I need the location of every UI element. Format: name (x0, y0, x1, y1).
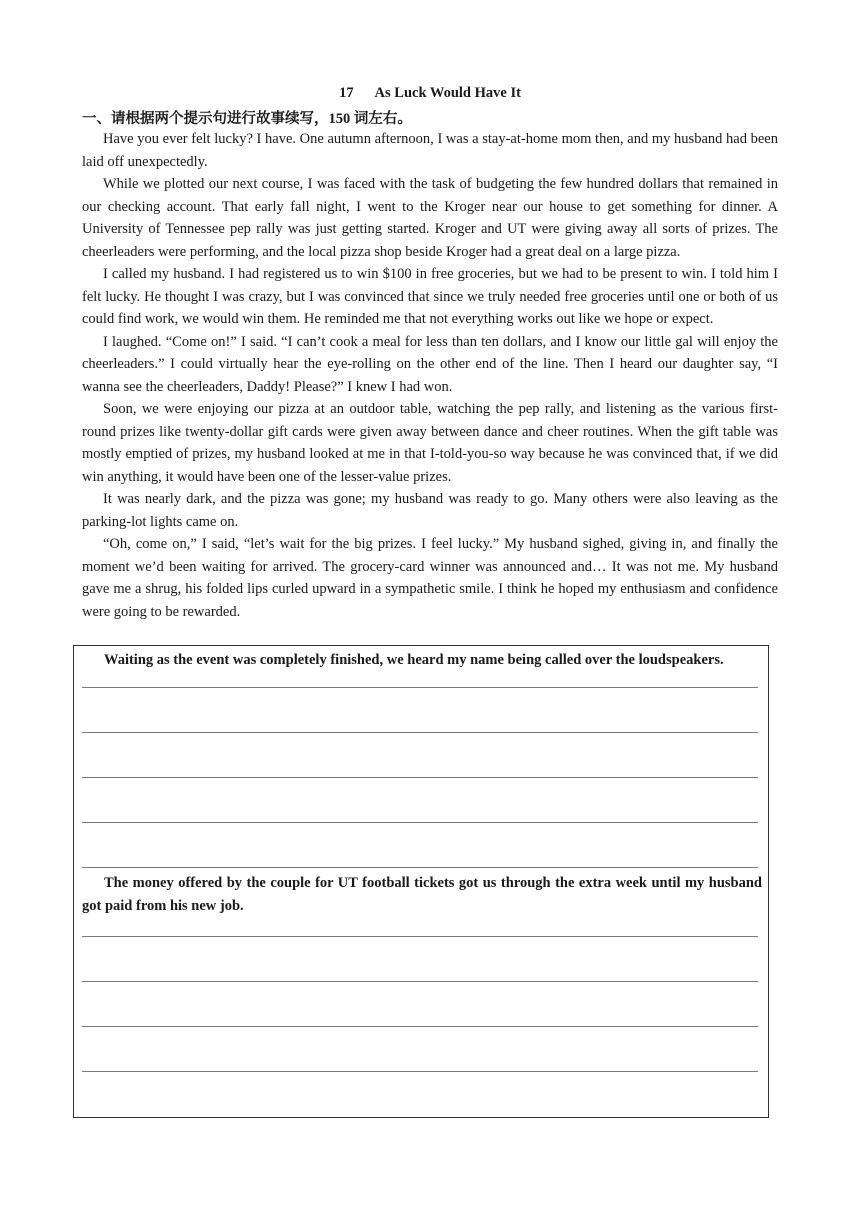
writing-line[interactable] (82, 687, 758, 688)
title-number: 17 (339, 85, 354, 101)
prompt-sentence-1: Waiting as the event was completely finished, we heard my name being called over the loudspeakers. (104, 652, 724, 668)
writing-line[interactable] (82, 822, 758, 823)
writing-line[interactable] (82, 732, 758, 733)
section-instruction: 一、请根据两个提示句进行故事续写，150 词左右。 (82, 111, 412, 127)
writing-line[interactable] (82, 867, 758, 868)
writing-box (73, 645, 769, 1118)
paragraph: While we plotted our next course, I was faced with the task of budgeting the few hundred dollars that remained in our checking account. That early fall night, I went to the Kroger near our house to get something for dinner. A University of Tennessee pep rally was just getting started. Kroger and UT were giving away all sorts of prizes. The cheerleaders were performing, and the local pizza shop beside Kroger had a great deal on a large pizza. (82, 176, 778, 260)
paragraph: Have you ever felt lucky? I have. One autumn afternoon, I was a stay-at-home mom then, and my husband had been laid off unexpectedly. (82, 131, 778, 170)
paragraph: “Oh, come on,” I said, “let’s wait for the big prizes. I feel lucky.” My husband sighed, giving in, and finally the moment we’d been waiting for arrived. The grocery-card winner was announced and… It was not me. My husband gave me a shrug, his folded lips curled upward in a sympathetic smile. I think he hoped my enthusiasm and confidence were going to be rewarded. (82, 536, 778, 620)
paragraph: I called my husband. I had registered us to win $100 in free groceries, but we had to be present to win. I told him I felt lucky. He thought I was crazy, but I was convinced that since we truly needed free groceries until one or both of us could find work, we would win them. He reminded me that not everything works out like we hope or expect. (82, 266, 778, 327)
paragraph: It was nearly dark, and the pizza was gone; my husband was ready to go. Many others were also leaving as the parking-lot lights came on. (82, 491, 778, 530)
paragraph: Soon, we were enjoying our pizza at an outdoor table, watching the pep rally, and listening as the various first-round prizes like twenty-dollar gift cards were given away between dance and cheer routines. When the gift table was mostly emptied of prizes, my husband looked at me in that I-told-you-so way because he was convinced that, if we did win anything, it would have been one of the lesser-value prizes. (82, 401, 778, 485)
writing-line[interactable] (82, 777, 758, 778)
prompt-sentence-2: The money offered by the couple for UT football tickets got us through the extra week until my husband got paid from his new job. (82, 875, 762, 914)
title-text: As Luck Would Have It (374, 85, 521, 101)
writing-line[interactable] (82, 1026, 758, 1027)
writing-line[interactable] (82, 936, 758, 937)
story-passage (82, 128, 778, 623)
paragraph: I laughed. “Come on!” I said. “I can’t cook a meal for less than ten dollars, and I know our little gal will enjoy the cheerleaders.” I could virtually hear the eye-rolling on the other end of the line. Then I heard our daughter say, “I wanna see the cheerleaders, Daddy! Please?” I knew I had won. (82, 333, 778, 395)
page-title (0, 85, 860, 102)
writing-line[interactable] (82, 981, 758, 982)
writing-line[interactable] (82, 1071, 758, 1072)
